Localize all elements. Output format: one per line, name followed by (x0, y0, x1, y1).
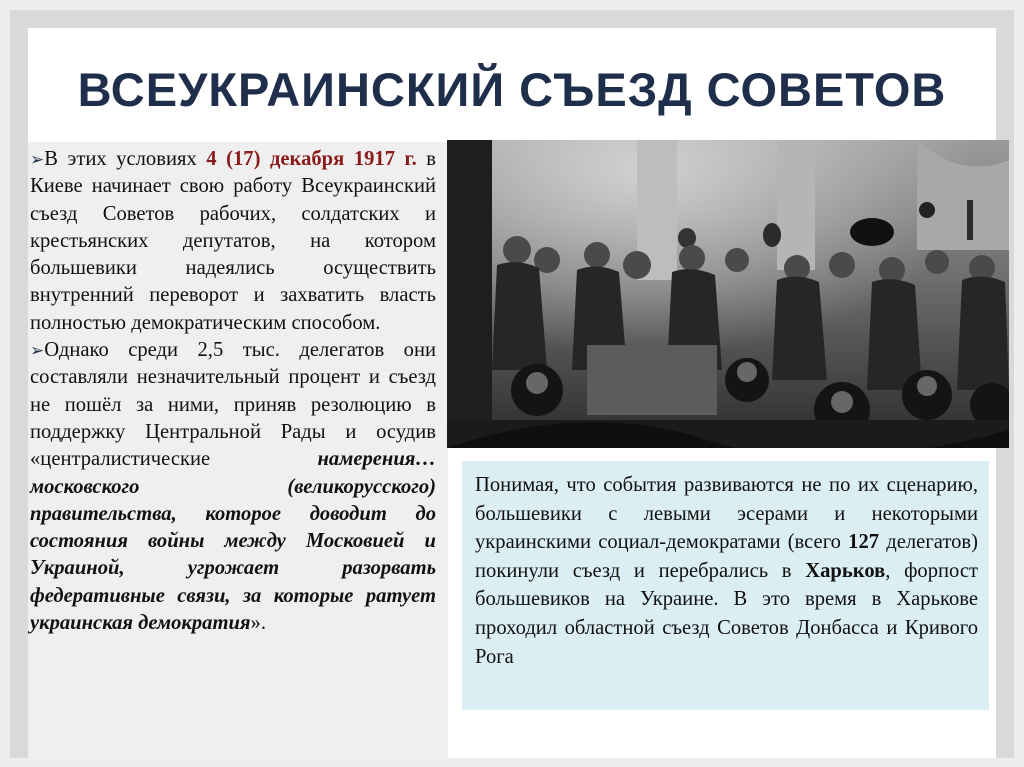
right-end: , форпост большевиков на Украине. В это время в Харькове проходил областной съезд Советов Донбасса и Кривого Рога (475, 559, 978, 668)
left-text-block (30, 146, 436, 637)
right-intro: Понимая, что события развиваются не по их сценарию, большевики с левыми эсерами и некоторыми украинскими социал-демократами (всего (475, 474, 978, 554)
congress-photo-image (447, 140, 1009, 448)
delegate-count: 127 (848, 531, 880, 554)
right-text-block (475, 471, 978, 671)
p1-body: в Киеве начинает свою работу Всеукраинский съезд Советов рабочих, солдатских и крестьянских депутатов, на котором большевики надеялись осуществить внутренний переворот и захватить власть полностью демократическим способом. (30, 148, 436, 334)
paragraph-1 (30, 146, 436, 337)
p2-intro: Однако среди 2,5 тыс. делегатов они составляли незначительный процент и съезд не пошёл за ними, приняв резолюцию в поддержку Центральной Рады и осудив «централистические (30, 339, 436, 471)
arrow-bullet-icon: ➢ (30, 341, 45, 361)
paragraph-2 (30, 337, 436, 637)
p2-end: ». (250, 612, 266, 635)
slide-title: ВСЕУКРАИНСКИЙ СЪЕЗД СОВЕТОВ (77, 63, 947, 116)
p1-date: 4 (17) декабря 1917 г. (206, 148, 417, 170)
right-middle: делегатов) покинули съезд и перебрались в (475, 531, 978, 582)
city-name: Харьков (805, 559, 886, 582)
p1-intro: В этих условиях (44, 148, 207, 170)
congress-photo (447, 140, 1009, 448)
p2-quote: намерения… московского (великорусского) правительства, которое доводит до состояния войны между Московией и Украиной, угрожает разорвать федеративные связи, за которые ратует украинская демократия (30, 448, 436, 635)
arrow-bullet-icon: ➢ (30, 150, 45, 169)
right-paragraph (475, 471, 978, 671)
